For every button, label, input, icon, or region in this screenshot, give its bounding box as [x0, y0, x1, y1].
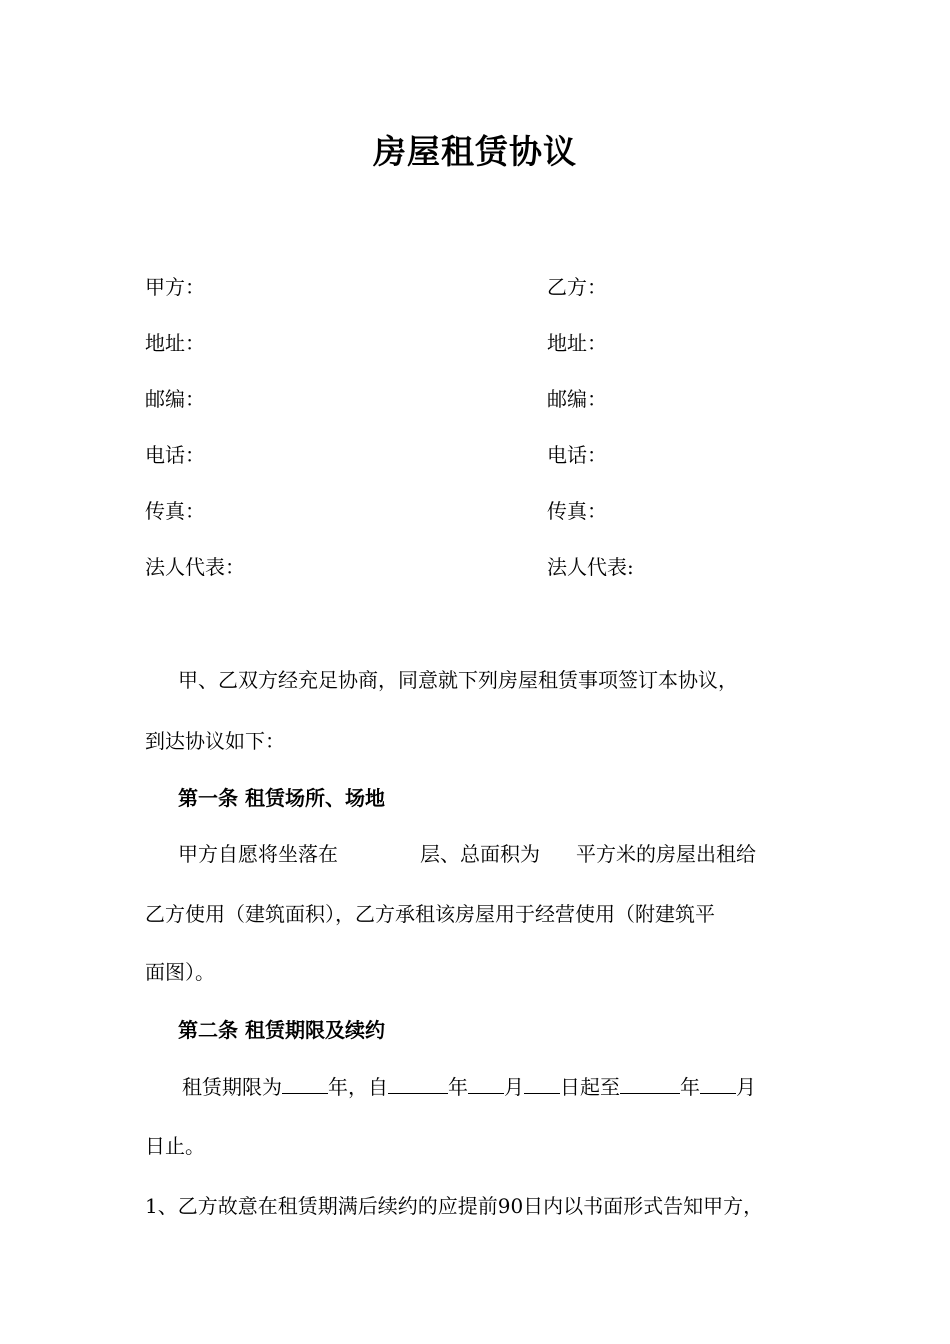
article-1-line-3: 面图）。	[145, 960, 215, 984]
party-b-legal-rep: 法人代表:	[547, 555, 634, 579]
article-1-heading: 第一条 租赁场所、场地	[178, 786, 385, 810]
article-1-text-c: 平方米的房屋出租给	[576, 842, 756, 866]
party-b-address: 地址：	[547, 331, 607, 355]
article-1-text-b: 层、总面积为	[420, 842, 540, 866]
party-b-fax: 传真：	[547, 499, 607, 523]
article-2-item-1: 1、乙方故意在租赁期满后续约的应提前90日内以书面形式告知甲方，	[145, 1194, 764, 1218]
party-b-phone: 电话：	[547, 443, 607, 467]
party-a-phone: 电话：	[145, 443, 205, 467]
term-from-label: 年，自	[328, 1075, 388, 1099]
party-b-label: 乙方：	[547, 275, 607, 299]
blank-end-month	[700, 1071, 736, 1094]
start-day-unit: 日起至	[560, 1075, 620, 1099]
intro-line-1: 甲、乙双方经充足协商，同意就下列房屋租赁事项签订本协议，	[178, 668, 738, 692]
intro-line-2: 到达协议如下：	[145, 729, 285, 753]
party-a-postcode: 邮编：	[145, 387, 205, 411]
term-label: 租赁期限为	[182, 1075, 282, 1099]
end-year-unit: 年	[680, 1075, 700, 1099]
article-2-line-2: 日止。	[145, 1134, 205, 1158]
blank-start-month	[468, 1071, 504, 1094]
article-2-line-1	[182, 1071, 756, 1102]
blank-start-day	[524, 1071, 560, 1094]
party-a-address: 地址：	[145, 331, 205, 355]
article-1-text-a: 甲方自愿将坐落在	[178, 842, 338, 866]
party-a-fax: 传真：	[145, 499, 205, 523]
party-a-label: 甲方：	[145, 275, 205, 299]
party-a-legal-rep: 法人代表：	[145, 555, 245, 579]
party-b-postcode: 邮编：	[547, 387, 607, 411]
article-1-line-2: 乙方使用（建筑面积），乙方承租该房屋用于经营使用（附建筑平	[145, 902, 715, 926]
blank-start-year	[388, 1071, 448, 1094]
article-2-heading: 第二条 租赁期限及续约	[178, 1018, 385, 1042]
blank-end-year	[620, 1071, 680, 1094]
start-year-unit: 年	[448, 1075, 468, 1099]
blank-years	[282, 1071, 328, 1094]
article-1-line-1	[178, 839, 756, 869]
document-title: 房屋租赁协议	[373, 132, 577, 171]
end-month-unit: 月	[736, 1075, 756, 1099]
start-month-unit: 月	[504, 1075, 524, 1099]
